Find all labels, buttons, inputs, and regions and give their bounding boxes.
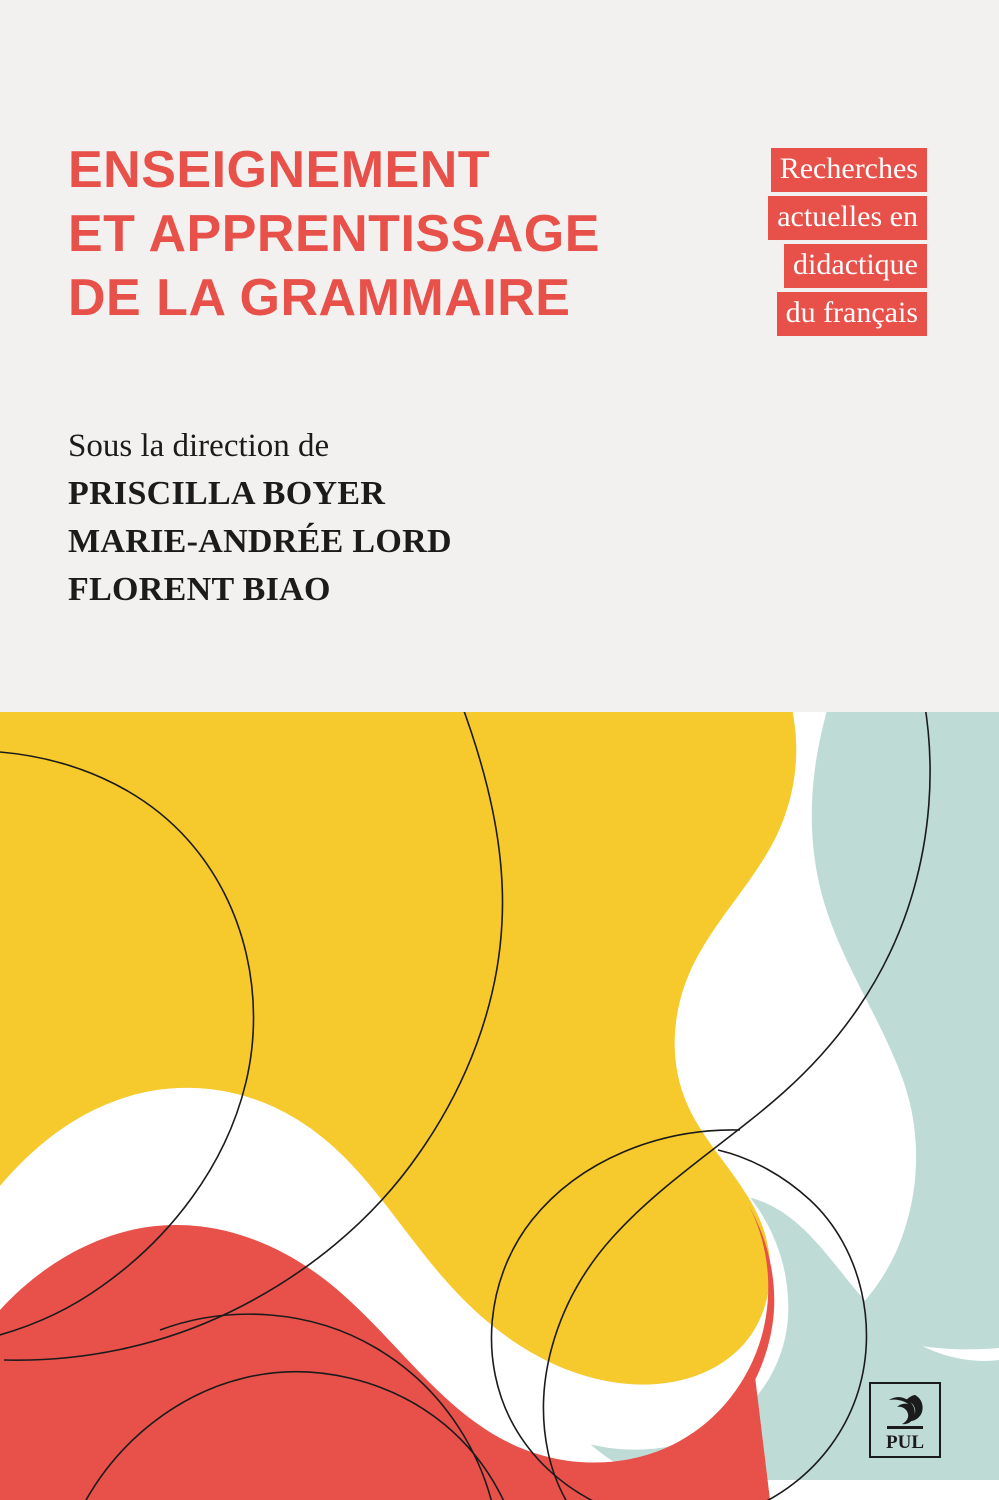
logo-text: PUL bbox=[886, 1432, 924, 1453]
editor-name-1: PRISCILLA BOYER bbox=[68, 475, 386, 512]
logo-bird-icon bbox=[887, 1395, 923, 1429]
cover-top-section bbox=[0, 0, 999, 712]
title-line-1: ENSEIGNEMENT bbox=[68, 141, 491, 199]
credits-intro: Sous la direction de bbox=[68, 428, 330, 464]
subtitle-line-1: Recherches bbox=[771, 148, 927, 192]
editor-name-2: MARIE-ANDRÉE LORD bbox=[68, 523, 452, 560]
publisher-logo bbox=[869, 1382, 941, 1458]
book-title bbox=[68, 138, 688, 330]
cover-artwork bbox=[0, 700, 999, 1500]
editor-name-3: FLORENT BIAO bbox=[68, 571, 331, 608]
title-line-3: DE LA GRAMMAIRE bbox=[68, 269, 571, 327]
subtitle-line-3: didactique bbox=[784, 244, 927, 288]
editors-credits bbox=[68, 422, 708, 614]
subtitle-line-2: actuelles en bbox=[768, 196, 927, 240]
subtitle-line-4: du français bbox=[777, 292, 927, 336]
title-line-2: ET APPRENTISSAGE bbox=[68, 205, 600, 263]
book-subtitle bbox=[697, 148, 927, 340]
